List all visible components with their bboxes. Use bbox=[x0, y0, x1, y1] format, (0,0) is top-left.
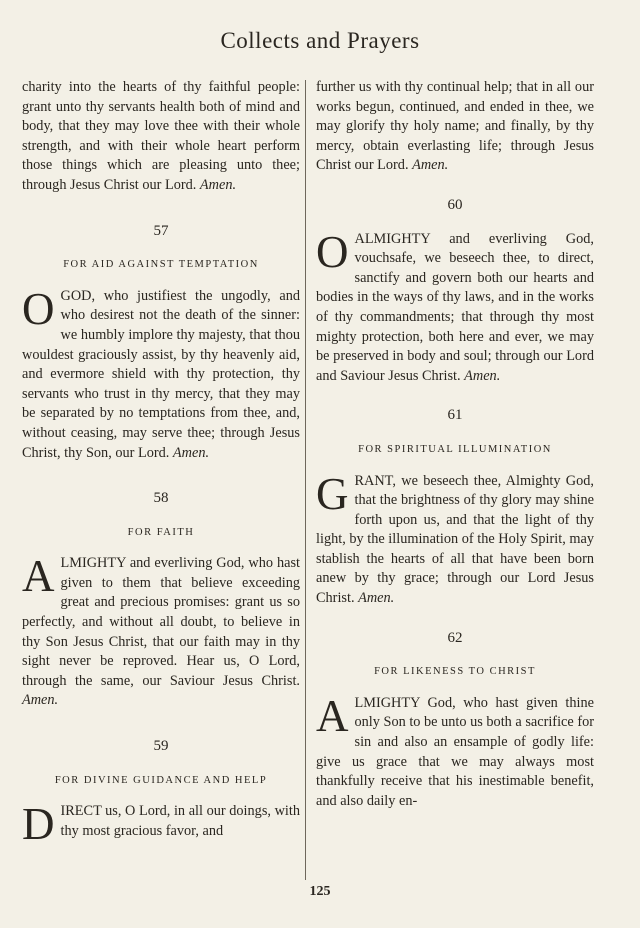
drop-cap: D bbox=[22, 799, 55, 850]
prayer-62 bbox=[316, 690, 594, 812]
amen: Amen. bbox=[464, 367, 501, 384]
prayer-57 bbox=[22, 283, 300, 463]
prayer-number-59: 59 bbox=[153, 738, 169, 755]
prayer-text: charity into the hearts of thy faithful people: grant unto thy servants health both of mind and body, that they may love thee with their whole strength, and with their whole heart perform those things which are pleasing unto thee; through Jesus Christ our Lord. bbox=[22, 79, 300, 193]
prayer-title-57: FOR AID AGAINST TEMPTATION bbox=[63, 259, 259, 271]
prayer-text: RANT, we beseech thee, Almighty God, that the brightness of thy glory may shine forth upon us, and that the light of thy light, by the illumination of the Holy Spirit, may stablish the hearts of all that have been born anew by thy grace; through our Lord Jesus Christ. bbox=[316, 472, 594, 607]
prayer-61 bbox=[316, 468, 594, 609]
drop-cap: A bbox=[316, 690, 349, 741]
drop-cap: O bbox=[316, 226, 349, 277]
prayer-58 bbox=[22, 551, 300, 711]
amen: Amen. bbox=[412, 157, 449, 174]
prayer-number-58: 58 bbox=[153, 490, 169, 507]
drop-cap: O bbox=[22, 283, 55, 334]
prayer-text: LMIGHTY God, who hast given thine only Son to be unto us both a sacrifice for sin and also an ensample of godly life: give us grace that we may always most thankfully receive that his inestimable benefit, and also daily en- bbox=[316, 694, 594, 809]
amen: Amen. bbox=[199, 176, 237, 193]
running-head: Collects and Prayers bbox=[220, 28, 420, 53]
prayer-text: ALMIGHTY and everliving God, vouchsafe, we beseech thee, to direct, sanctify and govern both our hearts and bodies in the ways of thy laws, and in the works of thy commandments; that through thy most mighty protection, both here and ever, we may be preserved in body and soul; through our Lord and Saviour Jesus Christ. bbox=[316, 230, 594, 384]
continued-prayer bbox=[22, 78, 300, 196]
continued-prayer bbox=[316, 78, 594, 176]
prayer-text: IRECT us, O Lord, in all our doings, with thy most gracious favor, and bbox=[60, 803, 300, 839]
prayer-number-61: 61 bbox=[447, 407, 463, 424]
amen: Amen. bbox=[22, 692, 59, 709]
drop-cap: A bbox=[22, 551, 55, 602]
prayer-title-61: FOR SPIRITUAL ILLUMINATION bbox=[358, 443, 552, 455]
right-column bbox=[316, 78, 594, 811]
prayer-number-62: 62 bbox=[447, 629, 463, 646]
prayer-title-62: FOR LIKENESS TO CHRIST bbox=[374, 666, 536, 678]
amen: Amen. bbox=[358, 590, 395, 607]
amen: Amen. bbox=[172, 444, 210, 461]
prayer-number-57: 57 bbox=[153, 222, 169, 239]
prayer-number-60: 60 bbox=[447, 196, 463, 213]
drop-cap: G bbox=[316, 468, 349, 519]
column-rule bbox=[305, 80, 306, 880]
prayer-title-58: FOR FAITH bbox=[127, 526, 195, 538]
prayer-text: GOD, who justifiest the ungodly, and who desirest not the death of the sinner: we humbly implore thy majesty, that thou wouldest graciously assist, by thy heavenly aid, and evermore shield with thy protection, thy servants who trust in thy mercy, that they may be separated by no temptations from thee, and, without ceasing, may serve thee; through Jesus Christ, thy Son, our Lord. bbox=[22, 287, 300, 461]
left-column bbox=[22, 78, 300, 850]
prayer-text: LMIGHTY and everliving God, who hast given to them that believe exceeding great and precious promises: grant us so perfectly, and without all doubt, to believe in thy Son Jesus Christ, that our faith may in thy sight never be reproved. Hear us, O Lord, through the same, our Saviour Jesus Christ. bbox=[22, 555, 300, 689]
prayer-text: further us with thy continual help; that in all our works begun, continued, and ended in thee, we may glorify thy holy name; and finally, by thy mercy, obtain everlasting life; through Jesus Christ our Lord. bbox=[316, 79, 594, 174]
page-number: 125 bbox=[309, 884, 331, 899]
prayer-60 bbox=[316, 226, 594, 387]
prayer-59 bbox=[22, 799, 300, 850]
prayer-title-59: FOR DIVINE GUIDANCE AND HELP bbox=[54, 774, 268, 786]
